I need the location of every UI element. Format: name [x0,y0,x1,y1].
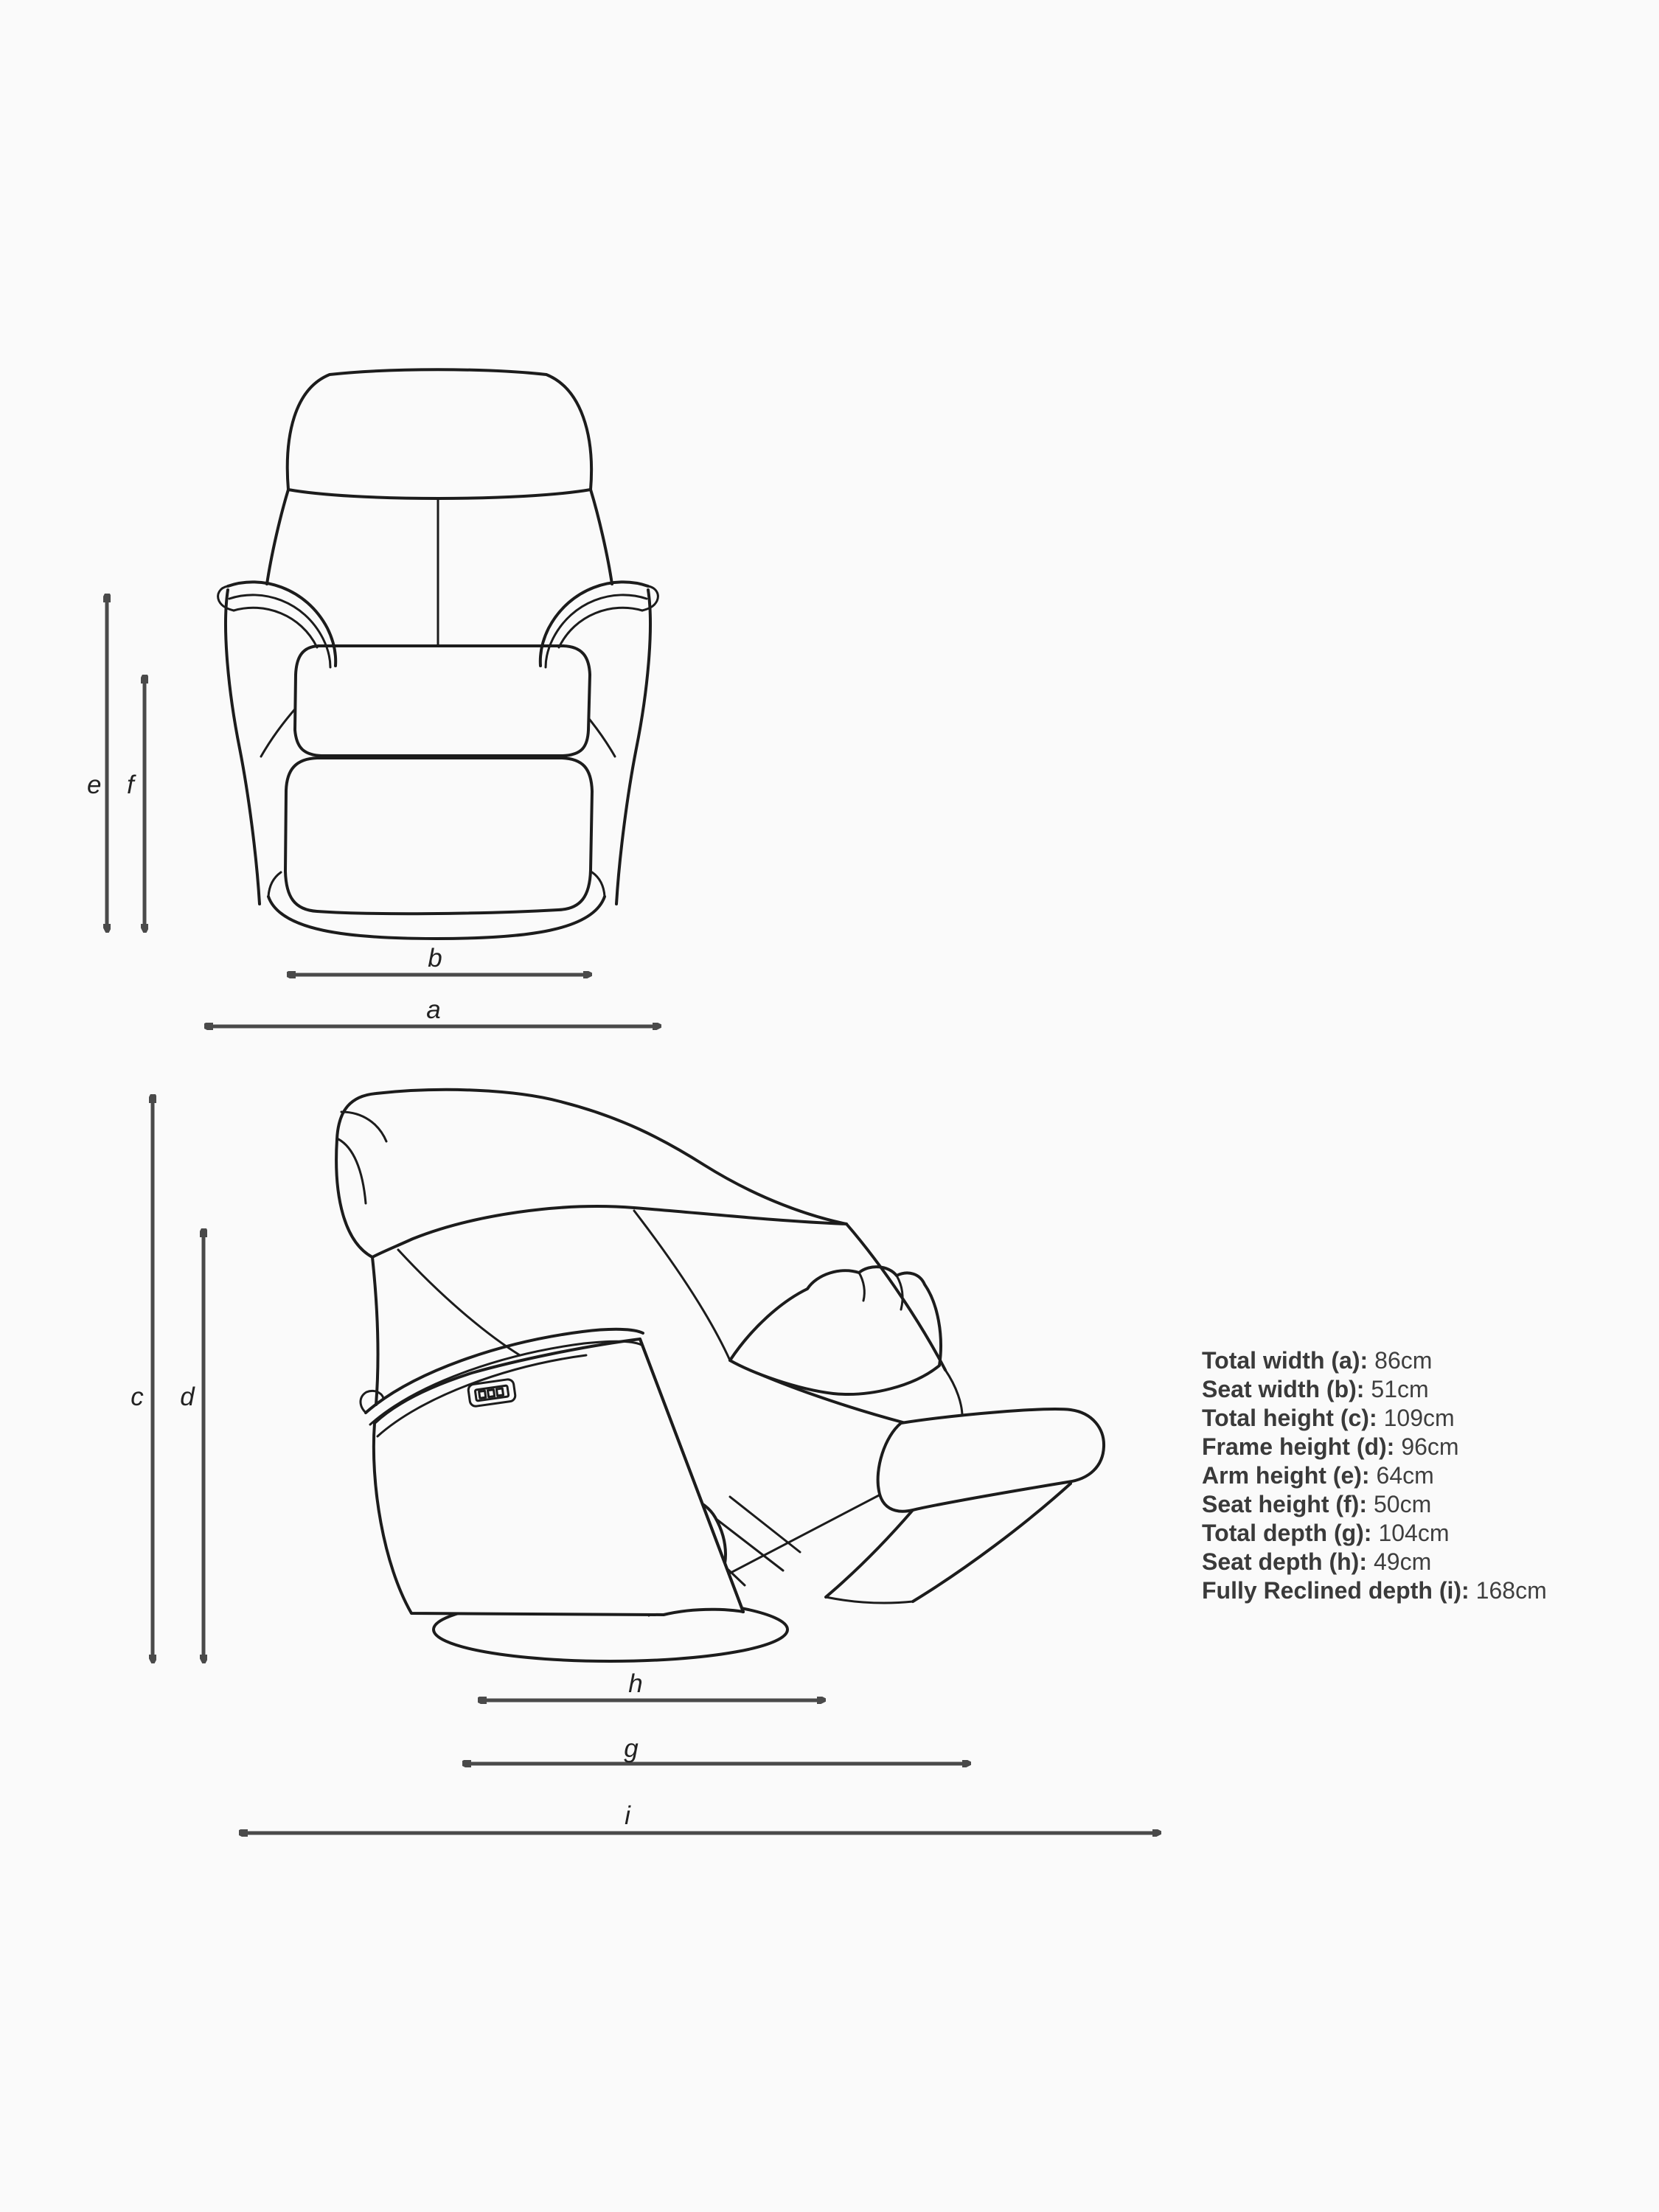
side-headrest [336,1090,846,1257]
dimension-row [1202,1346,1644,1375]
dimension-row [1202,1461,1644,1490]
front-footrest-panel [285,758,592,914]
dimension-value: 96cm [1401,1433,1459,1460]
dimension-row [1202,1404,1644,1433]
recliner-front-view-drawing [218,369,658,939]
label-e: e [87,771,102,799]
dimension-value: 168cm [1475,1577,1547,1604]
front-headrest [288,369,591,498]
label-d: d [180,1382,195,1411]
side-legrest-plank [878,1409,1104,1512]
label-b: b [428,944,442,973]
dimension-value: 104cm [1378,1520,1450,1546]
dimension-value: 49cm [1373,1548,1432,1575]
front-right-side [616,590,650,904]
label-g: g [624,1734,639,1763]
dimension-value: 86cm [1374,1347,1433,1374]
dimension-label: Seat height (f): [1202,1491,1367,1517]
dimension-row [1202,1519,1644,1548]
dimension-label: Frame height (d): [1202,1433,1395,1460]
recliner-side-view-drawing [336,1090,1104,1661]
front-left-side [226,590,260,904]
dimension-label: Arm height (e): [1202,1462,1370,1489]
side-far-arm [730,1267,941,1394]
label-h: h [628,1669,643,1698]
label-f: f [127,771,134,799]
side-panel [374,1339,743,1615]
dimension-row [1202,1375,1644,1404]
dimension-label: Total height (c): [1202,1405,1377,1431]
dimension-label: Fully Reclined depth (i): [1202,1577,1470,1604]
dimension-label: Total depth (g): [1202,1520,1372,1546]
dimension-value: 109cm [1383,1405,1455,1431]
dimension-arrows [107,594,1159,1833]
dimension-label: Seat depth (h): [1202,1548,1367,1575]
dimension-value: 51cm [1371,1376,1429,1402]
dimension-row [1202,1576,1644,1605]
dimension-row [1202,1548,1644,1576]
dimension-row [1202,1490,1644,1519]
label-c: c [131,1382,144,1411]
dimension-label: Total width (a): [1202,1347,1368,1374]
dimension-list [1202,1346,1644,1605]
label-i: i [625,1801,630,1830]
dimension-row [1202,1433,1644,1461]
dimension-value: 64cm [1376,1462,1434,1489]
label-a: a [426,995,441,1024]
dimension-value: 50cm [1373,1491,1432,1517]
dimension-label: Seat width (b): [1202,1376,1365,1402]
